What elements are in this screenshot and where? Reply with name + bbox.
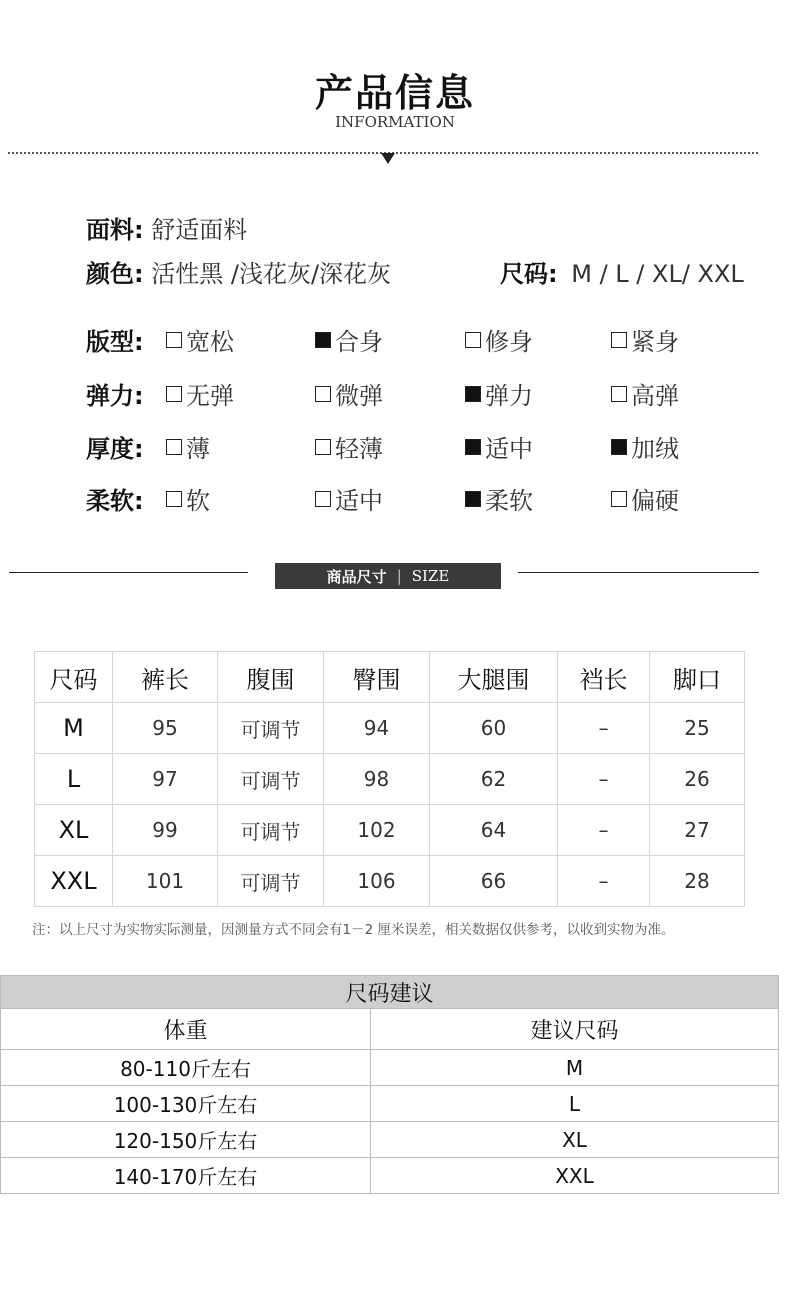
checked-box-icon xyxy=(315,332,331,348)
unchecked-box-icon xyxy=(611,491,627,507)
unchecked-box-icon xyxy=(166,439,182,455)
unchecked-box-icon xyxy=(315,439,331,455)
attribute-option xyxy=(465,376,533,411)
attribute-option-label: 无弹 xyxy=(186,382,234,410)
attribute-option-label: 柔软 xyxy=(485,487,533,515)
attribute-option-label: 软 xyxy=(186,487,210,515)
size-table-header xyxy=(35,652,745,703)
measurement-cell: 66 xyxy=(430,856,558,907)
weight-range-cell: 80-110斤左右 xyxy=(1,1050,371,1086)
divider-left xyxy=(9,572,248,573)
attribute-option xyxy=(465,481,533,516)
attribute-label: 弹力: xyxy=(86,382,144,410)
measurement-cell: 27 xyxy=(650,805,745,856)
measurement-cell: 97 xyxy=(113,754,218,805)
attribute-option xyxy=(611,481,679,516)
table-row xyxy=(35,856,745,907)
fabric-label: 面料: xyxy=(86,216,144,244)
page-subtitle: INFORMATION xyxy=(335,113,455,131)
attribute-option xyxy=(166,322,234,357)
table-row xyxy=(35,754,745,805)
attribute-option-label: 加绒 xyxy=(631,435,679,463)
recommended-size-cell: XXL xyxy=(371,1158,779,1194)
attribute-option-label: 微弹 xyxy=(335,382,383,410)
size-table-column-header: 臀围 xyxy=(324,652,430,703)
attribute-option-label: 合身 xyxy=(335,328,383,356)
size-section-banner xyxy=(275,563,501,589)
weight-range-cell: 100-130斤左右 xyxy=(1,1086,371,1122)
weight-column-header: 体重 xyxy=(1,1009,371,1050)
color-info xyxy=(86,254,391,289)
table-row xyxy=(1,1086,779,1122)
attribute-option-label: 高弹 xyxy=(631,382,679,410)
attribute-option xyxy=(166,481,210,516)
size-value: M / L / XL/ XXL xyxy=(571,260,744,288)
measurement-cell: 可调节 xyxy=(218,856,324,907)
size-table-column-header: 裆长 xyxy=(558,652,650,703)
measurement-cell: 28 xyxy=(650,856,745,907)
size-cell: XXL xyxy=(35,856,113,907)
checked-box-icon xyxy=(465,386,481,402)
size-column-header: 建议尺码 xyxy=(371,1009,779,1050)
unchecked-box-icon xyxy=(611,386,627,402)
attribute-option-label: 宽松 xyxy=(186,328,234,356)
divider-right xyxy=(518,572,759,573)
measurement-cell: – xyxy=(558,703,650,754)
measurement-cell: 98 xyxy=(324,754,430,805)
attribute-option-label: 弹力 xyxy=(485,382,533,410)
attribute-option xyxy=(611,322,679,357)
measurement-cell: 26 xyxy=(650,754,745,805)
color-label: 颜色: xyxy=(86,260,144,288)
measurement-cell: 101 xyxy=(113,856,218,907)
measurement-cell: 可调节 xyxy=(218,754,324,805)
size-section-title: 商品尺寸 xyxy=(326,567,387,586)
unchecked-box-icon xyxy=(315,386,331,402)
table-row xyxy=(1,1050,779,1086)
attribute-option xyxy=(611,429,679,464)
measurement-cell: 102 xyxy=(324,805,430,856)
measurement-cell: 94 xyxy=(324,703,430,754)
size-info xyxy=(500,254,744,289)
attribute-option xyxy=(315,376,383,411)
measurement-cell: – xyxy=(558,754,650,805)
size-table-column-header: 裤长 xyxy=(113,652,218,703)
checked-box-icon xyxy=(465,439,481,455)
triangle-down-icon xyxy=(381,153,395,164)
unchecked-box-icon xyxy=(465,332,481,348)
measurement-cell: 62 xyxy=(430,754,558,805)
attribute-option-label: 薄 xyxy=(186,435,210,463)
size-section-title-en: SIZE xyxy=(411,567,450,585)
measurement-cell: 95 xyxy=(113,703,218,754)
attribute-option xyxy=(315,481,383,516)
attribute-option-label: 适中 xyxy=(335,487,383,515)
measurement-cell: 可调节 xyxy=(218,703,324,754)
attribute-option xyxy=(315,322,383,357)
attribute-option-label: 修身 xyxy=(485,328,533,356)
measurement-cell: 106 xyxy=(324,856,430,907)
attribute-option-label: 紧身 xyxy=(631,328,679,356)
table-row xyxy=(1,1158,779,1194)
measurement-note: 注：以上尺寸为实物实际测量，因测量方式不同会有1－2 厘米误差，相关数据仅供参考，以收到实物为准。 xyxy=(32,922,675,938)
size-table-column-header: 尺码 xyxy=(35,652,113,703)
size-table-column-header: 大腿围 xyxy=(430,652,558,703)
measurement-cell: – xyxy=(558,856,650,907)
unchecked-box-icon xyxy=(315,491,331,507)
checked-box-icon xyxy=(611,439,627,455)
table-row xyxy=(1,1122,779,1158)
recommended-size-cell: M xyxy=(371,1050,779,1086)
fabric-info xyxy=(86,210,247,245)
table-row xyxy=(35,805,745,856)
checked-box-icon xyxy=(465,491,481,507)
size-table xyxy=(34,651,745,907)
measurement-cell: 可调节 xyxy=(218,805,324,856)
attribute-label: 厚度: xyxy=(86,435,144,463)
attribute-option-label: 轻薄 xyxy=(335,435,383,463)
size-cell: L xyxy=(35,754,113,805)
recommended-size-cell: L xyxy=(371,1086,779,1122)
size-table-column-header: 腹围 xyxy=(218,652,324,703)
attribute-option xyxy=(166,429,210,464)
size-label: 尺码: xyxy=(500,260,558,288)
color-value: 活性黑 /浅花灰/深花灰 xyxy=(151,260,392,288)
attribute-option-label: 偏硬 xyxy=(631,487,679,515)
size-cell: XL xyxy=(35,805,113,856)
page-title: 产品信息 xyxy=(314,71,475,115)
attribute-option xyxy=(465,322,533,357)
table-row xyxy=(35,703,745,754)
size-section-separator: | xyxy=(396,567,402,585)
measurement-cell: 99 xyxy=(113,805,218,856)
unchecked-box-icon xyxy=(166,332,182,348)
size-table-column-header: 脚口 xyxy=(650,652,745,703)
size-recommendation-table xyxy=(0,975,779,1194)
size-cell: M xyxy=(35,703,113,754)
recommendation-title: 尺码建议 xyxy=(1,976,779,1009)
attribute-label: 柔软: xyxy=(86,487,144,515)
unchecked-box-icon xyxy=(611,332,627,348)
attribute-option xyxy=(315,429,383,464)
unchecked-box-icon xyxy=(166,386,182,402)
measurement-cell: 25 xyxy=(650,703,745,754)
recommended-size-cell: XL xyxy=(371,1122,779,1158)
measurement-cell: 64 xyxy=(430,805,558,856)
attribute-option xyxy=(166,376,234,411)
weight-range-cell: 140-170斤左右 xyxy=(1,1158,371,1194)
attribute-option xyxy=(465,429,533,464)
measurement-cell: – xyxy=(558,805,650,856)
attribute-label: 版型: xyxy=(86,328,144,356)
fabric-value: 舒适面料 xyxy=(151,216,248,244)
unchecked-box-icon xyxy=(166,491,182,507)
attribute-option-label: 适中 xyxy=(485,435,533,463)
measurement-cell: 60 xyxy=(430,703,558,754)
attribute-option xyxy=(611,376,679,411)
weight-range-cell: 120-150斤左右 xyxy=(1,1122,371,1158)
